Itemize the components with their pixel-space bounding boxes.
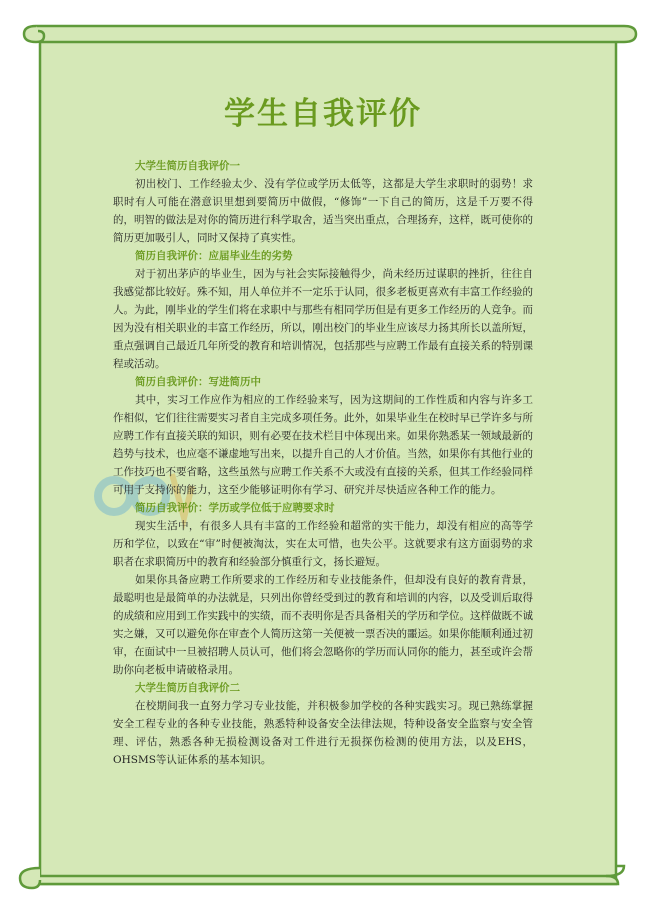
section-5	[113, 679, 533, 769]
section-1	[113, 157, 533, 247]
section-heading: 简历自我评价：学历或学位低于应聘要求时	[135, 502, 335, 514]
scroll-bottom-roll	[22, 876, 618, 884]
page-title: 学生自我评价	[224, 96, 422, 132]
section-heading: 大学生简历自我评价二	[135, 682, 240, 694]
section-2	[113, 247, 533, 373]
scroll-top-roll	[36, 26, 636, 42]
section-paragraph: 如果你具备应聘工作所要求的工作经历和专业技能条件，但却没有良好的教育背景，最聪明也是最简单的办法就是，只列出你曾经受到过的教育和培训的内容，以及受训后取得的成绩和应用到工作实践中的实绩，而不表明你是否具备相关的学历和学位。这样做既不诚实之嫌，又可以避免你在审查个人简历这第一关便被一票否决的噩运。如果你能顺利通过初审，在面试中一旦被招聘人员认可，他们将会忽略你的学历而认同你的能力，甚至或许会帮助你向老板申请破格录用。	[113, 574, 533, 676]
section-paragraph: 现实生活中，有很多人具有丰富的工作经验和超常的实干能力，却没有相应的高等学历和学位，以致在“审”时便被淘汰，实在太可惜，也失公平。这就要求有这方面弱势的求职者在求职简历中的教育和经验部分慎重行文，扬长避短。	[113, 520, 533, 568]
section-heading: 简历自我评价：写进简历中	[135, 376, 261, 388]
section-4	[113, 499, 533, 679]
section-3	[113, 373, 533, 499]
document-content	[113, 80, 533, 769]
section-paragraph: 对于初出茅庐的毕业生，因为与社会实际接触得少，尚未经历过谋职的挫折，往往自我感觉都比较好。殊不知，用人单位并不一定乐于认同，很多老板更喜欢有丰富工作经验的人。为此，刚毕业的学生们将在求职中与那些有相同学历但是有更多工作经历的人竞争。而因为没有相关职业的丰富工作经历，所以，刚出校门的毕业生应该尽力扬其所长以盖所短，重点强调自己最近几年所受的教育和培训情况，包括那些与应聘工作最有直接关系的特别课程或活动。	[113, 268, 533, 370]
section-heading: 简历自我评价：应届毕业生的劣势	[135, 250, 293, 262]
scroll-bottom-curl	[20, 868, 40, 888]
section-paragraph: 初出校门、工作经验太少、没有学位或学历太低等，这都是大学生求职时的弱势！求职时有人可能在潜意识里想到要简历中做假，“修饰”一下自己的简历，这是千万要不得的，明智的做法是对你的简历进行科学取舍，适当突出重点，合理扬弃，这样，既可使你的简历更加吸引人，同时又保持了真实性。	[113, 178, 533, 244]
section-heading: 大学生简历自我评价一	[135, 160, 240, 172]
section-paragraph: 其中，实习工作应作为相应的工作经验来写，因为这期间的工作性质和内容与许多工作相似，它们往往需要实习者自主完成多项任务。此外，如果毕业生在校时早已学许多与所应聘工作有直接关联的知识，则有必要在技术栏目中体现出来。如果你熟悉某一领域最新的趋势与技术，也应毫不谦虚地写出来，以提升自己的人才价值。当然，如果你有其他行业的工作技巧也不要省略，这些虽然与应聘工作关系不大或没有直接的关系，但其工作经验同样可用于支持你的能力，这至少能够证明你有学习、研究并尽快适应各种工作的能力。	[113, 394, 533, 496]
section-paragraph: 在校期间我一直努力学习专业技能，并积极参加学校的各种实践实习。现已熟练掌握安全工程专业的各种专业技能，熟悉特种设备安全法律法规，特种设备安全监察与安全管理、评估，熟悉各种无损检测设备对工件进行无损探伤检测的使用方法，以及EHS，OHSMS等认证体系的基本知识。	[113, 700, 533, 766]
